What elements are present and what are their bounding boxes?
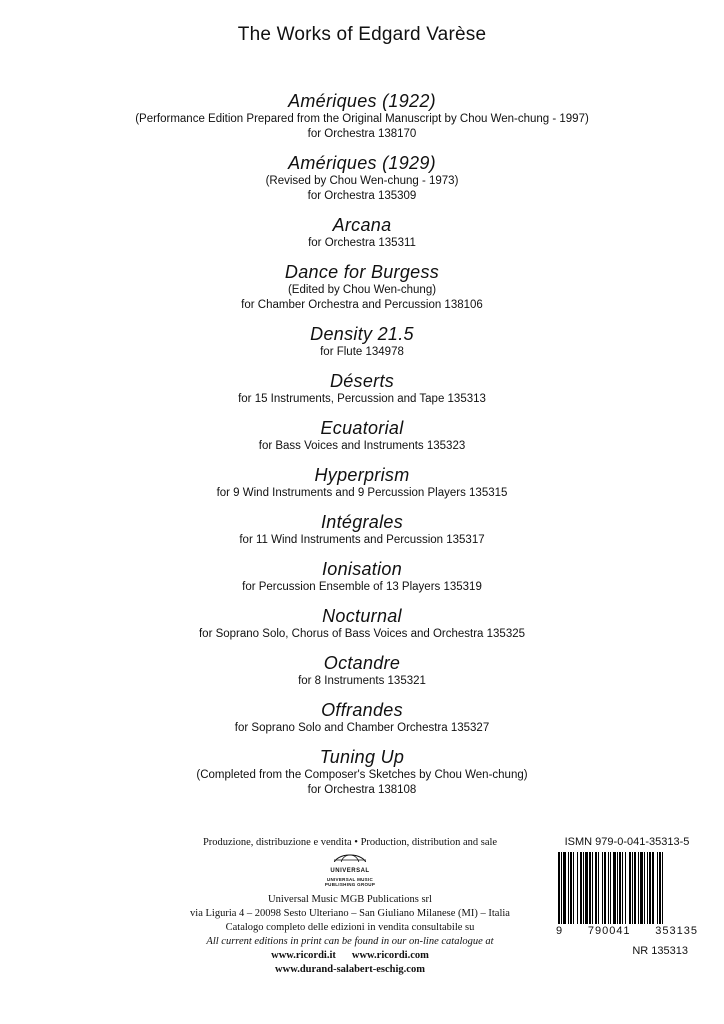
barcode-bar bbox=[613, 852, 616, 924]
work-entry bbox=[0, 652, 724, 689]
barcode-bar bbox=[610, 852, 611, 924]
barcode-left-digits: 790041 bbox=[587, 925, 631, 937]
page-title: The Works of Edgard Varèse bbox=[237, 24, 487, 45]
catalogue-en: All current editions in print can be found in our on-line catalogue at bbox=[206, 936, 494, 947]
barcode-bar bbox=[629, 852, 631, 924]
work-title: Nocturnal bbox=[322, 606, 402, 626]
work-entry bbox=[0, 511, 724, 548]
work-entry bbox=[0, 261, 724, 313]
work-title: Density 21.5 bbox=[310, 324, 414, 344]
work-title: Hyperprism bbox=[314, 465, 410, 485]
barcode-bar bbox=[657, 852, 658, 924]
work-note: (Edited by Chou Wen-chung) bbox=[287, 284, 437, 296]
work-scoring: for 15 Instruments, Percussion and Tape 135313 bbox=[238, 393, 486, 405]
work-title: Amériques (1929) bbox=[288, 153, 436, 173]
globe-icon bbox=[332, 854, 368, 868]
barcode-bar bbox=[622, 852, 623, 924]
barcode-bar bbox=[617, 852, 618, 924]
barcode-bar bbox=[563, 852, 566, 924]
work-scoring: for 11 Wind Instruments and Percussion 135317 bbox=[239, 534, 485, 546]
barcode-bar bbox=[598, 852, 599, 924]
work-title: Ionisation bbox=[321, 559, 403, 579]
work-scoring: for Orchestra 135311 bbox=[308, 237, 416, 249]
work-entry bbox=[0, 214, 724, 251]
barcode-bar bbox=[595, 852, 597, 924]
work-title: Octandre bbox=[323, 653, 401, 673]
work-entry bbox=[0, 370, 724, 407]
barcode-bar bbox=[604, 852, 606, 924]
link-durand[interactable]: www.durand-salabert-eschig.com bbox=[275, 964, 425, 975]
barcode-lead-digit: 9 bbox=[556, 925, 564, 937]
work-entry bbox=[0, 746, 724, 798]
work-scoring: for Orchestra 138170 bbox=[307, 128, 417, 140]
work-scoring: for 9 Wind Instruments and 9 Percussion Players 135315 bbox=[216, 487, 508, 499]
link-ricordi-it[interactable]: www.ricordi.it bbox=[271, 950, 336, 961]
barcode-bar bbox=[632, 852, 633, 924]
work-title: Amériques (1922) bbox=[288, 91, 436, 111]
barcode-bar bbox=[644, 852, 645, 924]
publisher-address: via Liguria 4 – 20098 Sesto Ulteriano – San Giuliano Milanese (MI) – Italia bbox=[190, 908, 510, 919]
barcode-bar bbox=[573, 852, 574, 924]
work-title: Intégrales bbox=[320, 512, 404, 532]
universal-logo bbox=[180, 854, 520, 887]
work-entry bbox=[0, 464, 724, 501]
work-title: Tuning Up bbox=[319, 747, 405, 767]
barcode-bar bbox=[570, 852, 572, 924]
barcode-bar bbox=[619, 852, 621, 924]
barcode-bar bbox=[662, 852, 663, 924]
publisher-footer bbox=[180, 836, 520, 977]
barcode-bar bbox=[608, 852, 609, 924]
work-scoring: for Orchestra 138108 bbox=[307, 784, 417, 796]
barcode-right-digits: 353135 bbox=[655, 925, 698, 937]
barcode-bar bbox=[602, 852, 603, 924]
url-row bbox=[180, 949, 520, 963]
barcode-bar bbox=[652, 852, 654, 924]
work-scoring: for Bass Voices and Instruments 135323 bbox=[258, 440, 466, 452]
barcode-bar bbox=[577, 852, 578, 924]
work-title: Arcana bbox=[332, 215, 392, 235]
barcode-bar bbox=[589, 852, 591, 924]
work-scoring: for Soprano Solo, Chorus of Bass Voices and Orchestra 135325 bbox=[198, 628, 526, 640]
work-entry bbox=[0, 152, 724, 204]
publisher-name: Universal Music MGB Publications srl bbox=[268, 894, 432, 905]
work-entry bbox=[0, 605, 724, 642]
barcode-digits bbox=[552, 925, 702, 937]
barcode-image bbox=[552, 852, 702, 924]
barcode-bar bbox=[659, 852, 661, 924]
work-entry bbox=[0, 90, 724, 142]
logo-sub1: UNIVERSAL MUSIC bbox=[326, 877, 374, 882]
barcode-block bbox=[552, 836, 702, 957]
work-entry bbox=[0, 323, 724, 360]
link-ricordi-com[interactable]: www.ricordi.com bbox=[351, 950, 429, 961]
work-scoring: for 8 Instruments 135321 bbox=[298, 675, 426, 687]
work-note: (Performance Edition Prepared from the Original Manuscript by Chou Wen-chung - 1997) bbox=[135, 113, 589, 125]
catalogue-it: Catalogo completo delle edizioni in vendita consultabile su bbox=[225, 922, 475, 933]
work-title: Offrandes bbox=[321, 700, 403, 720]
work-scoring: for Flute 134978 bbox=[320, 346, 404, 358]
work-title: Ecuatorial bbox=[320, 418, 404, 438]
ismn-label: ISMN 979-0-041-35313-5 bbox=[564, 836, 690, 848]
barcode-bar bbox=[585, 852, 588, 924]
barcode-bar bbox=[634, 852, 636, 924]
logo-sub2: PUBLISHING GROUP bbox=[324, 882, 376, 887]
barcode-bar bbox=[649, 852, 651, 924]
barcode-bar bbox=[583, 852, 584, 924]
barcode-bar bbox=[638, 852, 639, 924]
barcode-bar bbox=[592, 852, 593, 924]
barcode-bar bbox=[580, 852, 582, 924]
work-title: Dance for Burgess bbox=[284, 262, 440, 282]
work-entry bbox=[0, 558, 724, 595]
work-scoring: for Chamber Orchestra and Percussion 138106 bbox=[241, 299, 483, 311]
distribution-line: Produzione, distribuzione e vendita • Production, distribution and sale bbox=[202, 837, 498, 848]
barcode-bar bbox=[558, 852, 560, 924]
work-entry bbox=[0, 699, 724, 736]
barcode-bar bbox=[647, 852, 648, 924]
work-note: (Revised by Chou Wen-chung - 1973) bbox=[265, 175, 459, 187]
barcode-bar bbox=[625, 852, 626, 924]
work-note: (Completed from the Composer's Sketches by Chou Wen-chung) bbox=[196, 769, 528, 781]
barcode-bar bbox=[561, 852, 562, 924]
work-title: Déserts bbox=[329, 371, 395, 391]
barcode-bar bbox=[568, 852, 569, 924]
work-entry bbox=[0, 417, 724, 454]
work-scoring: for Percussion Ensemble of 13 Players 135319 bbox=[242, 581, 482, 593]
logo-wordmark: UNIVERSAL bbox=[330, 868, 370, 874]
barcode-bar bbox=[640, 852, 643, 924]
work-scoring: for Soprano Solo and Chamber Orchestra 135327 bbox=[234, 722, 490, 734]
catalogue-number: NR 135313 bbox=[632, 945, 688, 957]
work-scoring: for Orchestra 135309 bbox=[307, 190, 417, 202]
works-list bbox=[0, 90, 724, 808]
